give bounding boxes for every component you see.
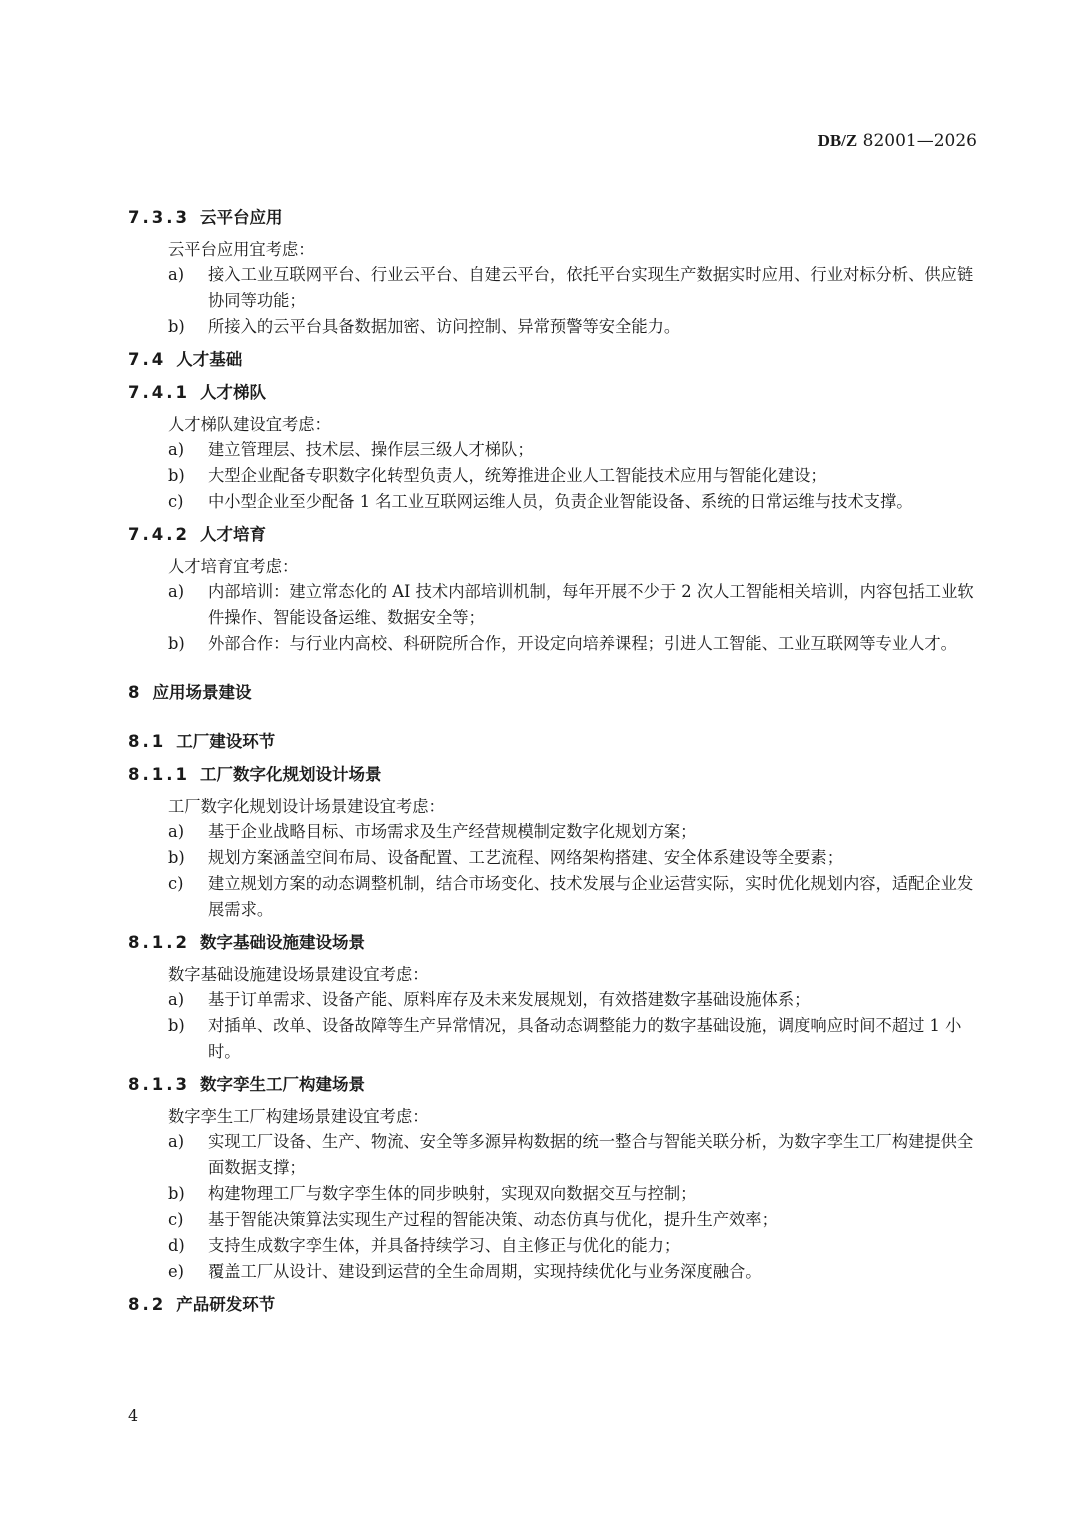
list-text: 构建物理工厂与数字孪生体的同步映射，实现双向数据交互与控制； bbox=[208, 1184, 697, 1203]
list-item bbox=[128, 1233, 978, 1259]
section-title: 人才培育 bbox=[199, 525, 266, 544]
list-marker: b) bbox=[168, 466, 185, 485]
list-marker: a) bbox=[168, 822, 185, 841]
list-marker: c) bbox=[168, 1210, 184, 1229]
section-title: 数字孪生工厂构建场景 bbox=[199, 1075, 365, 1094]
list-marker: a) bbox=[168, 990, 185, 1009]
list-item bbox=[128, 579, 978, 631]
section-heading-8-1-3 bbox=[128, 1071, 978, 1098]
section-intro: 云平台应用宜考虑： bbox=[168, 240, 315, 259]
document-code bbox=[818, 128, 977, 154]
section-title: 人才梯队 bbox=[199, 383, 266, 402]
list-text: 接入工业互联网平台、行业云平台、自建云平台，依托平台实现生产数据实时应用、行业对标分析、供应链协同等功能； bbox=[208, 265, 974, 310]
list-text: 实现工厂设备、生产、物流、安全等多源异构数据的统一整合与智能关联分析，为数字孪生工厂构建提供全面数据支撑； bbox=[208, 1132, 974, 1177]
list-item bbox=[128, 437, 978, 463]
page-number: 4 bbox=[128, 1406, 139, 1425]
section-title: 人才基础 bbox=[176, 350, 243, 369]
list-item bbox=[128, 631, 978, 657]
list-text: 所接入的云平台具备数据加密、访问控制、异常预警等安全能力。 bbox=[208, 317, 681, 336]
list-marker: b) bbox=[168, 634, 185, 653]
section-number: 8.1.3 bbox=[128, 1075, 190, 1094]
list-marker: b) bbox=[168, 317, 185, 336]
list-item bbox=[128, 489, 978, 515]
section-number: 8.1 bbox=[128, 732, 167, 751]
list-marker: b) bbox=[168, 1016, 185, 1035]
list-text: 基于订单需求、设备产能、原料库存及未来发展规划，有效搭建数字基础设施体系； bbox=[208, 990, 811, 1009]
list-text: 规划方案涵盖空间布局、设备配置、工艺流程、网络架构搭建、安全体系建设等全要素； bbox=[208, 848, 843, 867]
list-marker: d) bbox=[168, 1236, 185, 1255]
section-heading-7-4 bbox=[128, 346, 978, 373]
list-text: 建立规划方案的动态调整机制，结合市场变化、技术发展与企业运营实际，实时优化规划内容，适配企业发展需求。 bbox=[208, 874, 974, 919]
section-title: 工厂数字化规划设计场景 bbox=[199, 765, 382, 784]
section-title: 工厂建设环节 bbox=[176, 732, 276, 751]
list-marker: c) bbox=[168, 874, 184, 893]
section-title: 云平台应用 bbox=[199, 208, 283, 227]
list-item bbox=[128, 1129, 978, 1181]
section-number: 7.4.1 bbox=[128, 383, 190, 402]
list-item bbox=[128, 819, 978, 845]
section-heading-7-4-1 bbox=[128, 379, 978, 406]
section-heading-8-1-1 bbox=[128, 761, 978, 788]
list-item bbox=[128, 1259, 978, 1285]
section-intro: 人才培育宜考虑： bbox=[168, 557, 299, 576]
list-marker: a) bbox=[168, 1132, 185, 1151]
section-intro: 数字基础设施建设场景建设宜考虑： bbox=[168, 965, 429, 984]
section-title: 数字基础设施建设场景 bbox=[199, 933, 365, 952]
list-marker: b) bbox=[168, 1184, 185, 1203]
section-number: 8.1.2 bbox=[128, 933, 190, 952]
list-text: 基于企业战略目标、市场需求及生产经营规模制定数字化规划方案； bbox=[208, 822, 697, 841]
list-item bbox=[128, 845, 978, 871]
section-title: 产品研发环节 bbox=[176, 1295, 276, 1314]
document-code-prefix: DB/Z bbox=[817, 131, 858, 150]
section-number: 8.1.1 bbox=[128, 765, 190, 784]
list-item bbox=[128, 262, 978, 314]
list-marker: c) bbox=[168, 492, 184, 511]
section-heading-8-1-2 bbox=[128, 929, 978, 956]
section-number: 8.2 bbox=[128, 1295, 167, 1314]
list-text: 覆盖工厂从设计、建设到运营的全生命周期，实现持续优化与业务深度融合。 bbox=[208, 1262, 762, 1281]
section-number: 7.3.3 bbox=[128, 208, 190, 227]
list-item bbox=[128, 987, 978, 1013]
list-marker: b) bbox=[168, 848, 185, 867]
list-text: 大型企业配备专职数字化转型负责人，统筹推进企业人工智能技术应用与智能化建设； bbox=[208, 466, 827, 485]
list-marker: a) bbox=[168, 440, 185, 459]
section-heading-8 bbox=[128, 679, 978, 706]
section-intro: 人才梯队建设宜考虑： bbox=[168, 415, 331, 434]
list-item bbox=[128, 1013, 978, 1065]
list-text: 中小型企业至少配备 1 名工业互联网运维人员，负责企业智能设备、系统的日常运维与技术支撑。 bbox=[208, 492, 913, 511]
section-heading-7-4-2 bbox=[128, 521, 978, 548]
section-heading-8-1 bbox=[128, 728, 978, 755]
list-text: 基于智能决策算法实现生产过程的智能决策、动态仿真与优化，提升生产效率； bbox=[208, 1210, 778, 1229]
section-number: 7.4.2 bbox=[128, 525, 190, 544]
section-intro: 工厂数字化规划设计场景建设宜考虑： bbox=[168, 797, 445, 816]
list-marker: e) bbox=[168, 1262, 184, 1281]
section-heading-7-3-3 bbox=[128, 204, 978, 231]
section-title: 应用场景建设 bbox=[152, 683, 252, 702]
list-text: 支持生成数字孪生体，并具备持续学习、自主修正与优化的能力； bbox=[208, 1236, 681, 1255]
list-marker: a) bbox=[168, 582, 185, 601]
list-text: 外部合作：与行业内高校、科研院所合作，开设定向培养课程；引进人工智能、工业互联网等专业人才。 bbox=[208, 634, 957, 653]
list-text: 对插单、改单、设备故障等生产异常情况，具备动态调整能力的数字基础设施，调度响应时间不超过 1 小时。 bbox=[208, 1016, 962, 1061]
list-text: 建立管理层、技术层、操作层三级人才梯队； bbox=[208, 440, 534, 459]
list-item bbox=[128, 1181, 978, 1207]
section-heading-8-2 bbox=[128, 1291, 978, 1318]
document-code-number: 82001—2026 bbox=[862, 131, 977, 151]
list-text: 内部培训：建立常态化的 AI 技术内部培训机制，每年开展不少于 2 次人工智能相关培训，内容包括工业软件操作、智能设备运维、数据安全等； bbox=[208, 582, 974, 627]
list-item bbox=[128, 463, 978, 489]
section-number: 7.4 bbox=[128, 350, 167, 369]
list-item bbox=[128, 314, 978, 340]
section-number: 8 bbox=[128, 683, 143, 702]
list-marker: a) bbox=[168, 265, 185, 284]
list-item bbox=[128, 871, 978, 923]
section-intro: 数字孪生工厂构建场景建设宜考虑： bbox=[168, 1107, 429, 1126]
document-body bbox=[128, 198, 978, 1324]
list-item bbox=[128, 1207, 978, 1233]
